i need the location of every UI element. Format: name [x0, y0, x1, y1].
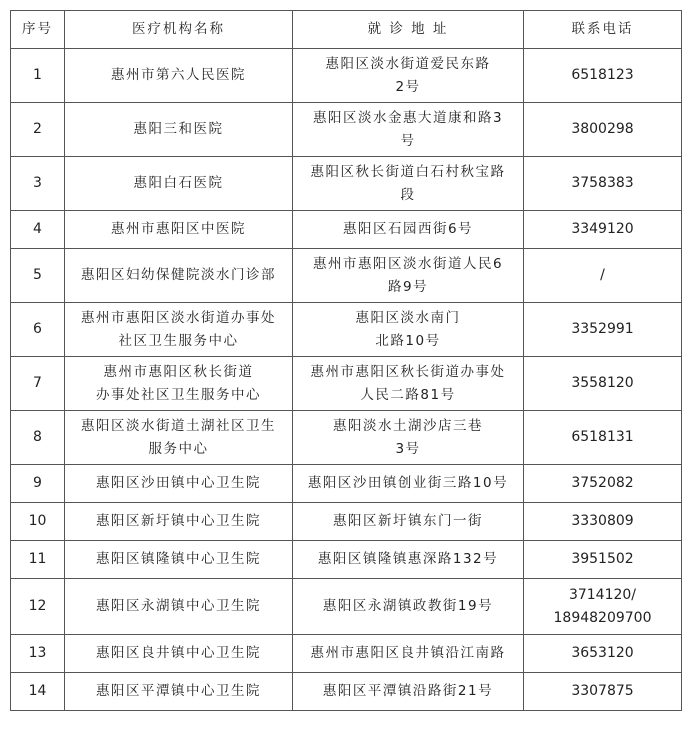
phone-number: 6518131	[524, 411, 682, 465]
row-number: 12	[11, 579, 65, 635]
phone-number: 3330809	[524, 503, 682, 541]
table-row	[11, 579, 682, 635]
row-number: 1	[11, 49, 65, 103]
phone-number: 3307875	[524, 673, 682, 711]
address: 惠州市惠阳区良井镇沿江南路	[293, 635, 524, 673]
address: 惠阳区永湖镇政教街19号	[293, 579, 524, 635]
table-row	[11, 303, 682, 357]
address: 惠阳区镇隆镇惠深路132号	[293, 541, 524, 579]
table-row	[11, 211, 682, 249]
table-row	[11, 465, 682, 503]
institution-name: 惠阳区妇幼保健院淡水门诊部	[65, 249, 293, 303]
table-row	[11, 411, 682, 465]
phone-number: /	[524, 249, 682, 303]
row-number: 9	[11, 465, 65, 503]
phone-number: 3349120	[524, 211, 682, 249]
table-row	[11, 157, 682, 211]
header-address: 就 诊 地 址	[293, 11, 524, 49]
clinic-table	[10, 10, 682, 711]
table-row	[11, 103, 682, 157]
institution-name: 惠州市惠阳区秋长街道 办事处社区卫生服务中心	[65, 357, 293, 411]
row-number: 6	[11, 303, 65, 357]
institution-name: 惠阳区良井镇中心卫生院	[65, 635, 293, 673]
table-row	[11, 503, 682, 541]
row-number: 3	[11, 157, 65, 211]
institution-name: 惠阳区淡水街道土湖社区卫生 服务中心	[65, 411, 293, 465]
row-number: 14	[11, 673, 65, 711]
address: 惠阳区淡水南门 北路10号	[293, 303, 524, 357]
row-number: 2	[11, 103, 65, 157]
address: 惠阳区石园西街6号	[293, 211, 524, 249]
institution-name: 惠阳区沙田镇中心卫生院	[65, 465, 293, 503]
table-row	[11, 49, 682, 103]
institution-name: 惠阳区平潭镇中心卫生院	[65, 673, 293, 711]
phone-number: 3558120	[524, 357, 682, 411]
address: 惠阳区秋长街道白石村秋宝路 段	[293, 157, 524, 211]
table-row	[11, 635, 682, 673]
row-number: 7	[11, 357, 65, 411]
row-number: 4	[11, 211, 65, 249]
header-name: 医疗机构名称	[65, 11, 293, 49]
phone-number: 6518123	[524, 49, 682, 103]
address: 惠阳区淡水街道爱民东路 2号	[293, 49, 524, 103]
phone-number: 3653120	[524, 635, 682, 673]
row-number: 10	[11, 503, 65, 541]
address: 惠阳区平潭镇沿路街21号	[293, 673, 524, 711]
phone-number: 3752082	[524, 465, 682, 503]
institution-name: 惠州市第六人民医院	[65, 49, 293, 103]
row-number: 13	[11, 635, 65, 673]
institution-name: 惠州市惠阳区中医院	[65, 211, 293, 249]
address: 惠阳淡水土湖沙店三巷 3号	[293, 411, 524, 465]
address: 惠阳区淡水金惠大道康和路3 号	[293, 103, 524, 157]
row-number: 11	[11, 541, 65, 579]
institution-name: 惠阳白石医院	[65, 157, 293, 211]
institution-name: 惠阳区新圩镇中心卫生院	[65, 503, 293, 541]
institution-name: 惠阳区镇隆镇中心卫生院	[65, 541, 293, 579]
address: 惠州市惠阳区秋长街道办事处 人民二路81号	[293, 357, 524, 411]
header-phone: 联系电话	[524, 11, 682, 49]
phone-number: 3352991	[524, 303, 682, 357]
address: 惠州市惠阳区淡水街道人民6 路9号	[293, 249, 524, 303]
address: 惠阳区沙田镇创业街三路10号	[293, 465, 524, 503]
phone-number: 3951502	[524, 541, 682, 579]
table-header-row	[11, 11, 682, 49]
table-row	[11, 541, 682, 579]
table-row	[11, 357, 682, 411]
phone-number: 3714120/ 18948209700	[524, 579, 682, 635]
table-row	[11, 673, 682, 711]
row-number: 5	[11, 249, 65, 303]
institution-name: 惠阳三和医院	[65, 103, 293, 157]
institution-name: 惠阳区永湖镇中心卫生院	[65, 579, 293, 635]
row-number: 8	[11, 411, 65, 465]
phone-number: 3758383	[524, 157, 682, 211]
table-row	[11, 249, 682, 303]
header-no: 序号	[11, 11, 65, 49]
address: 惠阳区新圩镇东门一街	[293, 503, 524, 541]
phone-number: 3800298	[524, 103, 682, 157]
institution-name: 惠州市惠阳区淡水街道办事处 社区卫生服务中心	[65, 303, 293, 357]
